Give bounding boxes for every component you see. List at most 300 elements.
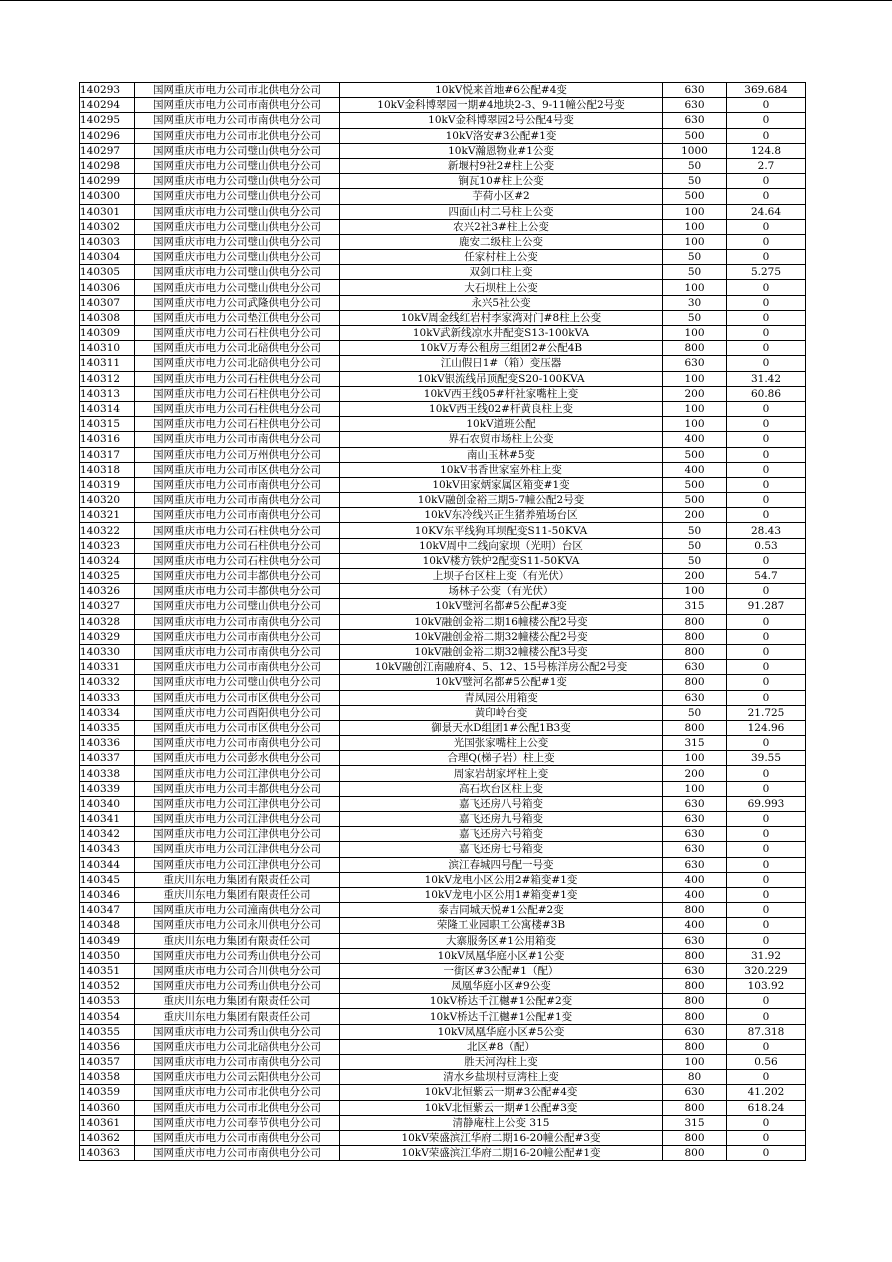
cell-record-id: 140301 — [80, 204, 135, 219]
cell-record-id: 140336 — [80, 736, 135, 751]
cell-company: 国网重庆市电力公司市南供电分公司 — [135, 736, 340, 751]
cell-record-id: 140333 — [80, 690, 135, 705]
cell-record-id: 140300 — [80, 189, 135, 204]
cell-capacity: 200 — [663, 766, 727, 781]
table-row — [80, 1146, 806, 1161]
cell-company: 国网重庆市电力公司石柱供电分公司 — [135, 523, 340, 538]
cell-record-id: 140358 — [80, 1070, 135, 1085]
cell-value: 28.43 — [727, 523, 806, 538]
cell-capacity: 800 — [663, 614, 727, 629]
cell-value: 31.92 — [727, 948, 806, 963]
cell-company: 国网重庆市电力公司璧山供电分公司 — [135, 219, 340, 234]
cell-value: 0 — [727, 341, 806, 356]
cell-record-id: 140329 — [80, 629, 135, 644]
cell-value: 0 — [727, 295, 806, 310]
cell-value: 0 — [727, 113, 806, 128]
table-row — [80, 1130, 806, 1145]
table-row — [80, 736, 806, 751]
cell-transformer-name: 周家岩胡家坪柱上变 — [340, 766, 663, 781]
cell-record-id: 140332 — [80, 675, 135, 690]
table-row — [80, 887, 806, 902]
cell-company: 国网重庆市电力公司石柱供电分公司 — [135, 417, 340, 432]
table-row — [80, 705, 806, 720]
cell-company: 国网重庆市电力公司市区供电分公司 — [135, 462, 340, 477]
cell-transformer-name: 10kV融创金裕二期32幢楼公配3号变 — [340, 644, 663, 659]
cell-capacity: 800 — [663, 720, 727, 735]
cell-capacity: 800 — [663, 1130, 727, 1145]
table-row — [80, 143, 806, 158]
cell-transformer-name: 四面山村二号柱上公变 — [340, 204, 663, 219]
cell-company: 国网重庆市电力公司云阳供电分公司 — [135, 1070, 340, 1085]
table-row — [80, 1009, 806, 1024]
cell-transformer-name: 10kV万寿公租房三组团2#公配4B — [340, 341, 663, 356]
cell-capacity: 500 — [663, 189, 727, 204]
cell-transformer-name: 10kV荣盛滨江华府二期16-20幢公配#1变 — [340, 1146, 663, 1161]
cell-transformer-name: 10kV田家炳家属区箱变#1变 — [340, 477, 663, 492]
table-row — [80, 341, 806, 356]
table-row — [80, 98, 806, 113]
cell-company: 国网重庆市电力公司秀山供电分公司 — [135, 979, 340, 994]
cell-company: 国网重庆市电力公司市北供电分公司 — [135, 1085, 340, 1100]
cell-capacity: 200 — [663, 569, 727, 584]
cell-value: 91.287 — [727, 599, 806, 614]
table-row — [80, 462, 806, 477]
cell-record-id: 140346 — [80, 887, 135, 902]
cell-record-id: 140355 — [80, 1024, 135, 1039]
cell-value: 103.92 — [727, 979, 806, 994]
cell-value: 0 — [727, 994, 806, 1009]
cell-record-id: 140362 — [80, 1130, 135, 1145]
table-row — [80, 933, 806, 948]
cell-transformer-name: 10kV周金线红岩村李家湾对门#8柱上公变 — [340, 310, 663, 325]
cell-company: 国网重庆市电力公司石柱供电分公司 — [135, 386, 340, 401]
cell-value: 54.7 — [727, 569, 806, 584]
cell-record-id: 140337 — [80, 751, 135, 766]
cell-transformer-name: 10kV西王线05#杆社家嘴柱上变 — [340, 386, 663, 401]
cell-transformer-name: 合理Q(梯子岩）柱上变 — [340, 751, 663, 766]
cell-value: 0 — [727, 781, 806, 796]
cell-transformer-name: 北区#8（配） — [340, 1039, 663, 1054]
table-row — [80, 569, 806, 584]
cell-capacity: 630 — [663, 857, 727, 872]
cell-record-id: 140353 — [80, 994, 135, 1009]
cell-company: 国网重庆市电力公司垫江供电分公司 — [135, 310, 340, 325]
cell-value: 0 — [727, 766, 806, 781]
cell-value: 0 — [727, 128, 806, 143]
cell-capacity: 100 — [663, 371, 727, 386]
cell-value: 0 — [727, 432, 806, 447]
cell-company: 国网重庆市电力公司北碚供电分公司 — [135, 341, 340, 356]
cell-record-id: 140302 — [80, 219, 135, 234]
cell-company: 国网重庆市电力公司丰都供电分公司 — [135, 781, 340, 796]
cell-transformer-name: 10kV金科博翠园2号公配4号变 — [340, 113, 663, 128]
cell-company: 国网重庆市电力公司潼南供电分公司 — [135, 903, 340, 918]
cell-capacity: 800 — [663, 948, 727, 963]
cell-value: 124.96 — [727, 720, 806, 735]
cell-transformer-name: 农兴2社3#柱上公变 — [340, 219, 663, 234]
cell-value: 0 — [727, 508, 806, 523]
cell-company: 国网重庆市电力公司市南供电分公司 — [135, 614, 340, 629]
cell-transformer-name: 黄印岭台变 — [340, 705, 663, 720]
cell-value: 2.7 — [727, 158, 806, 173]
cell-record-id: 140315 — [80, 417, 135, 432]
cell-record-id: 140316 — [80, 432, 135, 447]
table-row — [80, 432, 806, 447]
table-row — [80, 614, 806, 629]
cell-record-id: 140317 — [80, 447, 135, 462]
table-row — [80, 751, 806, 766]
cell-record-id: 140345 — [80, 872, 135, 887]
cell-value: 0 — [727, 842, 806, 857]
cell-company: 国网重庆市电力公司市南供电分公司 — [135, 660, 340, 675]
cell-value: 0 — [727, 644, 806, 659]
cell-record-id: 140343 — [80, 842, 135, 857]
cell-transformer-name: 10kV瀚恩物业#1公变 — [340, 143, 663, 158]
cell-capacity: 315 — [663, 1115, 727, 1130]
cell-transformer-name: 10kV北恒紫云一期#1公配#3变 — [340, 1100, 663, 1115]
cell-record-id: 140320 — [80, 493, 135, 508]
cell-value: 0 — [727, 675, 806, 690]
cell-value: 0 — [727, 250, 806, 265]
cell-value: 60.86 — [727, 386, 806, 401]
cell-capacity: 630 — [663, 963, 727, 978]
cell-company: 国网重庆市电力公司璧山供电分公司 — [135, 189, 340, 204]
cell-record-id: 140339 — [80, 781, 135, 796]
cell-value: 0 — [727, 356, 806, 371]
cell-capacity: 800 — [663, 629, 727, 644]
cell-company: 国网重庆市电力公司市南供电分公司 — [135, 508, 340, 523]
cell-record-id: 140308 — [80, 310, 135, 325]
table-row — [80, 1085, 806, 1100]
cell-capacity: 630 — [663, 827, 727, 842]
cell-transformer-name: 10kV北恒紫云一期#3公配#4变 — [340, 1085, 663, 1100]
table-row — [80, 310, 806, 325]
cell-company: 国网重庆市电力公司北碚供电分公司 — [135, 1039, 340, 1054]
cell-capacity: 100 — [663, 219, 727, 234]
cell-capacity: 500 — [663, 493, 727, 508]
cell-company: 国网重庆市电力公司石柱供电分公司 — [135, 371, 340, 386]
table-row — [80, 842, 806, 857]
table-row — [80, 629, 806, 644]
cell-value: 124.8 — [727, 143, 806, 158]
cell-capacity: 630 — [663, 356, 727, 371]
cell-capacity: 400 — [663, 918, 727, 933]
cell-value: 0 — [727, 189, 806, 204]
table-row — [80, 872, 806, 887]
cell-value: 0 — [727, 736, 806, 751]
cell-transformer-name: 一街区#3公配#1（配） — [340, 963, 663, 978]
cell-company: 国网重庆市电力公司石柱供电分公司 — [135, 553, 340, 568]
cell-company: 国网重庆市电力公司武隆供电分公司 — [135, 295, 340, 310]
cell-capacity: 800 — [663, 979, 727, 994]
cell-company: 国网重庆市电力公司市南供电分公司 — [135, 1055, 340, 1070]
cell-record-id: 140303 — [80, 234, 135, 249]
cell-company: 国网重庆市电力公司璧山供电分公司 — [135, 234, 340, 249]
cell-capacity: 30 — [663, 295, 727, 310]
table-row — [80, 690, 806, 705]
cell-capacity: 100 — [663, 584, 727, 599]
cell-capacity: 50 — [663, 310, 727, 325]
cell-transformer-name: 10kV龙电小区公用1#箱变#1变 — [340, 887, 663, 902]
cell-transformer-name: 凤凰华庭小区#9公变 — [340, 979, 663, 994]
cell-company: 国网重庆市电力公司市南供电分公司 — [135, 113, 340, 128]
cell-value: 0 — [727, 887, 806, 902]
cell-company: 重庆川东电力集团有限责任公司 — [135, 933, 340, 948]
cell-record-id: 140347 — [80, 903, 135, 918]
cell-company: 国网重庆市电力公司秀山供电分公司 — [135, 948, 340, 963]
cell-capacity: 630 — [663, 690, 727, 705]
cell-transformer-name: 10kV融创金裕二期32幢楼公配2号变 — [340, 629, 663, 644]
cell-value: 87.318 — [727, 1024, 806, 1039]
cell-transformer-name: 10kV桥达千江樾#1公配#1变 — [340, 1009, 663, 1024]
table-row — [80, 250, 806, 265]
table-row — [80, 660, 806, 675]
cell-record-id: 140341 — [80, 812, 135, 827]
table-row — [80, 113, 806, 128]
cell-transformer-name: 鹿安二级柱上公变 — [340, 234, 663, 249]
table-row — [80, 219, 806, 234]
table-row — [80, 1024, 806, 1039]
cell-transformer-name: 嘉飞还房九号箱变 — [340, 812, 663, 827]
cell-company: 重庆川东电力集团有限责任公司 — [135, 887, 340, 902]
cell-capacity: 315 — [663, 736, 727, 751]
cell-record-id: 140354 — [80, 1009, 135, 1024]
table-row — [80, 386, 806, 401]
cell-record-id: 140351 — [80, 963, 135, 978]
cell-transformer-name: 10kV道班公配 — [340, 417, 663, 432]
cell-transformer-name: 嘉飞还房六号箱变 — [340, 827, 663, 842]
cell-record-id: 140349 — [80, 933, 135, 948]
cell-value: 0 — [727, 1146, 806, 1161]
cell-value: 0 — [727, 1070, 806, 1085]
cell-capacity: 100 — [663, 1055, 727, 1070]
cell-company: 国网重庆市电力公司璧山供电分公司 — [135, 599, 340, 614]
cell-value: 0 — [727, 629, 806, 644]
cell-record-id: 140363 — [80, 1146, 135, 1161]
cell-record-id: 140357 — [80, 1055, 135, 1070]
cell-record-id: 140327 — [80, 599, 135, 614]
cell-record-id: 140342 — [80, 827, 135, 842]
cell-transformer-name: 10kV荣盛滨江华府二期16-20幢公配#3变 — [340, 1130, 663, 1145]
cell-capacity: 630 — [663, 660, 727, 675]
cell-value: 5.275 — [727, 265, 806, 280]
cell-transformer-name: 场林子公变（有光伏） — [340, 584, 663, 599]
cell-company: 国网重庆市电力公司丰都供电分公司 — [135, 584, 340, 599]
cell-value: 618.24 — [727, 1100, 806, 1115]
cell-value: 0 — [727, 918, 806, 933]
cell-value: 0 — [727, 812, 806, 827]
cell-company: 国网重庆市电力公司璧山供电分公司 — [135, 250, 340, 265]
cell-company: 国网重庆市电力公司江津供电分公司 — [135, 812, 340, 827]
cell-transformer-name: 10kV书香世家室外柱上变 — [340, 462, 663, 477]
table-row — [80, 720, 806, 735]
cell-transformer-name: 芋荷小区#2 — [340, 189, 663, 204]
cell-value: 0 — [727, 326, 806, 341]
cell-value: 0 — [727, 310, 806, 325]
cell-capacity: 50 — [663, 265, 727, 280]
cell-capacity: 800 — [663, 1146, 727, 1161]
cell-record-id: 140296 — [80, 128, 135, 143]
cell-value: 0 — [727, 584, 806, 599]
cell-company: 国网重庆市电力公司璧山供电分公司 — [135, 265, 340, 280]
cell-value: 0 — [727, 1130, 806, 1145]
table-row — [80, 326, 806, 341]
cell-capacity: 630 — [663, 98, 727, 113]
cell-transformer-name: 光国张家嘴柱上公变 — [340, 736, 663, 751]
table-row — [80, 796, 806, 811]
cell-record-id: 140352 — [80, 979, 135, 994]
cell-record-id: 140318 — [80, 462, 135, 477]
cell-transformer-name: 10kV银流线吊顶配变S20-100KVA — [340, 371, 663, 386]
cell-record-id: 140313 — [80, 386, 135, 401]
cell-value: 0 — [727, 1009, 806, 1024]
cell-capacity: 500 — [663, 477, 727, 492]
cell-value: 0 — [727, 660, 806, 675]
cell-company: 国网重庆市电力公司江津供电分公司 — [135, 796, 340, 811]
table-row — [80, 280, 806, 295]
cell-capacity: 100 — [663, 204, 727, 219]
cell-capacity: 100 — [663, 326, 727, 341]
cell-capacity: 80 — [663, 1070, 727, 1085]
cell-transformer-name: 10kV悦来首地#6公配#4变 — [340, 83, 663, 98]
cell-capacity: 800 — [663, 1039, 727, 1054]
table-row — [80, 356, 806, 371]
cell-capacity: 800 — [663, 644, 727, 659]
cell-capacity: 400 — [663, 872, 727, 887]
cell-value: 0 — [727, 98, 806, 113]
cell-record-id: 140360 — [80, 1100, 135, 1115]
cell-company: 国网重庆市电力公司市南供电分公司 — [135, 477, 340, 492]
cell-transformer-name: 新堰村9社2#柱上公变 — [340, 158, 663, 173]
cell-value: 0.56 — [727, 1055, 806, 1070]
cell-record-id: 140293 — [80, 83, 135, 98]
cell-transformer-name: 界石农贸市场柱上公变 — [340, 432, 663, 447]
table-row — [80, 401, 806, 416]
cell-transformer-name: 永兴5社公变 — [340, 295, 663, 310]
cell-transformer-name: 10kV璧河名都#5公配#1变 — [340, 675, 663, 690]
cell-record-id: 140323 — [80, 538, 135, 553]
cell-capacity: 630 — [663, 796, 727, 811]
table-body — [80, 83, 806, 1161]
cell-record-id: 140297 — [80, 143, 135, 158]
table-row — [80, 83, 806, 98]
cell-transformer-name: 青凤园公用箱变 — [340, 690, 663, 705]
cell-capacity: 50 — [663, 250, 727, 265]
cell-record-id: 140309 — [80, 326, 135, 341]
cell-record-id: 140344 — [80, 857, 135, 872]
table-row — [80, 417, 806, 432]
cell-record-id: 140319 — [80, 477, 135, 492]
cell-capacity: 800 — [663, 994, 727, 1009]
cell-record-id: 140356 — [80, 1039, 135, 1054]
cell-transformer-name: 嘉飞还房八号箱变 — [340, 796, 663, 811]
cell-company: 国网重庆市电力公司市南供电分公司 — [135, 1146, 340, 1161]
table-row — [80, 265, 806, 280]
cell-transformer-name: 上坝子台区柱上变（有光伏） — [340, 569, 663, 584]
cell-record-id: 140299 — [80, 174, 135, 189]
cell-capacity: 800 — [663, 675, 727, 690]
cell-transformer-name: 10kV凤凰华庭小区#5公变 — [340, 1024, 663, 1039]
cell-company: 国网重庆市电力公司市南供电分公司 — [135, 629, 340, 644]
cell-company: 国网重庆市电力公司市南供电分公司 — [135, 98, 340, 113]
cell-record-id: 140321 — [80, 508, 135, 523]
cell-capacity: 800 — [663, 341, 727, 356]
cell-company: 国网重庆市电力公司江津供电分公司 — [135, 766, 340, 781]
cell-company: 国网重庆市电力公司石柱供电分公司 — [135, 401, 340, 416]
cell-capacity: 100 — [663, 234, 727, 249]
table-row — [80, 644, 806, 659]
transformer-table — [79, 82, 806, 1161]
cell-value: 0 — [727, 280, 806, 295]
cell-value: 0 — [727, 933, 806, 948]
cell-transformer-name: 10kV武新线凉水井配变S13-100kVA — [340, 326, 663, 341]
cell-transformer-name: 滨江春城四号配一号变 — [340, 857, 663, 872]
cell-record-id: 140348 — [80, 918, 135, 933]
page-top-rule — [0, 0, 892, 1]
cell-value: 24.64 — [727, 204, 806, 219]
cell-company: 重庆川东电力集团有限责任公司 — [135, 872, 340, 887]
table-row — [80, 189, 806, 204]
table-row — [80, 948, 806, 963]
cell-value: 0 — [727, 1115, 806, 1130]
cell-transformer-name: 10kV凤凰华庭小区#1公变 — [340, 948, 663, 963]
cell-record-id: 140310 — [80, 341, 135, 356]
cell-value: 41.202 — [727, 1085, 806, 1100]
cell-transformer-name: 10kV周中二线向家坝（光明）台区 — [340, 538, 663, 553]
cell-value: 0 — [727, 872, 806, 887]
cell-capacity: 630 — [663, 113, 727, 128]
cell-capacity: 50 — [663, 553, 727, 568]
cell-company: 国网重庆市电力公司北碚供电分公司 — [135, 356, 340, 371]
cell-value: 0 — [727, 401, 806, 416]
cell-record-id: 140305 — [80, 265, 135, 280]
cell-transformer-name: 清静庵柱上公变 315 — [340, 1115, 663, 1130]
cell-company: 国网重庆市电力公司江津供电分公司 — [135, 842, 340, 857]
cell-company: 重庆川东电力集团有限责任公司 — [135, 1009, 340, 1024]
cell-record-id: 140314 — [80, 401, 135, 416]
cell-record-id: 140294 — [80, 98, 135, 113]
cell-transformer-name: 10KV东平线狗耳坝配变S11-50KVA — [340, 523, 663, 538]
cell-company: 国网重庆市电力公司市区供电分公司 — [135, 720, 340, 735]
cell-record-id: 140334 — [80, 705, 135, 720]
cell-capacity: 100 — [663, 781, 727, 796]
cell-value: 369.684 — [727, 83, 806, 98]
cell-transformer-name: 高石坎台区柱上变 — [340, 781, 663, 796]
cell-value: 320.229 — [727, 963, 806, 978]
table-row — [80, 675, 806, 690]
cell-capacity: 630 — [663, 812, 727, 827]
table-row — [80, 508, 806, 523]
cell-capacity: 400 — [663, 462, 727, 477]
cell-record-id: 140325 — [80, 569, 135, 584]
cell-value: 21.725 — [727, 705, 806, 720]
cell-company: 国网重庆市电力公司秀山供电分公司 — [135, 1024, 340, 1039]
cell-transformer-name: 双剑口柱上变 — [340, 265, 663, 280]
cell-company: 国网重庆市电力公司市北供电分公司 — [135, 83, 340, 98]
cell-value: 0 — [727, 857, 806, 872]
cell-capacity: 500 — [663, 128, 727, 143]
cell-capacity: 200 — [663, 386, 727, 401]
cell-value: 39.55 — [727, 751, 806, 766]
cell-company: 国网重庆市电力公司石柱供电分公司 — [135, 326, 340, 341]
cell-capacity: 400 — [663, 887, 727, 902]
cell-transformer-name: 南山玉林#5变 — [340, 447, 663, 462]
cell-company: 国网重庆市电力公司江津供电分公司 — [135, 857, 340, 872]
table-row — [80, 553, 806, 568]
cell-value: 0 — [727, 827, 806, 842]
cell-capacity: 1000 — [663, 143, 727, 158]
table-row — [80, 1039, 806, 1054]
